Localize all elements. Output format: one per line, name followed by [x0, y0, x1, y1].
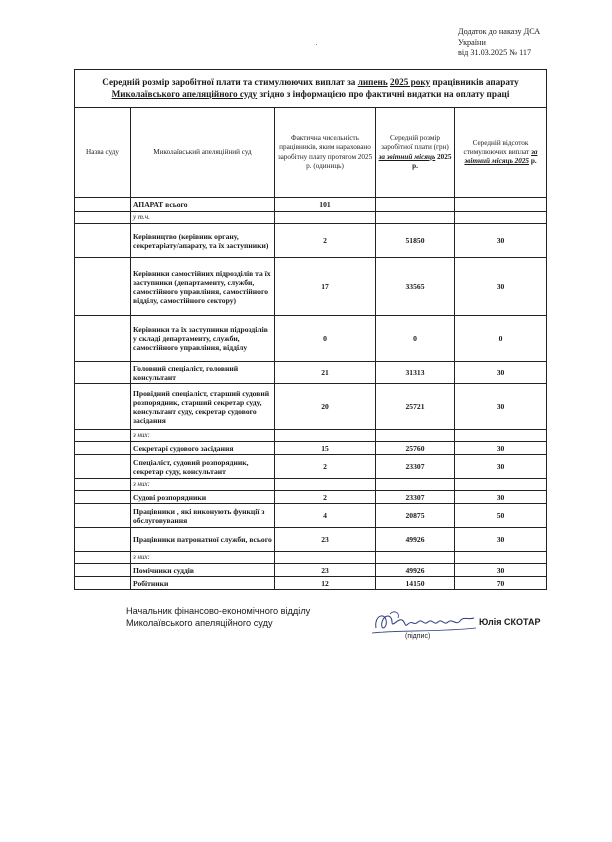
signatory-line-1: Начальник фінансово-економічного відділу [126, 606, 311, 616]
header-court-name: Назва суду [75, 108, 131, 198]
row-label: Провідний спеціаліст, старший судовий розпорядник, старший секретар суду, консультант суду, секретар судового засідання [131, 384, 275, 430]
header-row [75, 108, 547, 198]
table-row [75, 552, 547, 564]
row-salary: 0 [376, 316, 455, 362]
header-count: Фактична чисельність працівників, яким нараховано заробітну плату протягом 2025 р. (одиниць) [275, 108, 376, 198]
row-percent [455, 198, 547, 212]
row-label: АПАРАТ всього [131, 198, 275, 212]
row-label: Спеціаліст, судовий розпорядник, секретар суду, консультант [131, 455, 275, 479]
row-salary: 49926 [376, 564, 455, 577]
table-row [75, 504, 547, 528]
row-salary: 14150 [376, 577, 455, 590]
signature-caption: (підпис) [405, 633, 431, 640]
row-count: 2 [275, 224, 376, 258]
table-row [75, 362, 547, 384]
row-salary: 25721 [376, 384, 455, 430]
header-salary: Середній розмір заробітної плати (грн) за звітний місяць 2025 р. [376, 108, 455, 198]
salary-table [74, 69, 547, 590]
table-row [75, 455, 547, 479]
row-percent: 30 [455, 491, 547, 504]
row-label: Керівники самостійних підрозділів та їх заступники (департаменту, служби, самостійного управління, самостійного відділу, самостійного сектору) [131, 258, 275, 316]
row-salary: 33565 [376, 258, 455, 316]
row-label: Помічники суддів [131, 564, 275, 577]
title-month: липень [357, 77, 388, 87]
row-label: Секретарі судового засідання [131, 442, 275, 455]
row-percent: 70 [455, 577, 547, 590]
table-row [75, 479, 547, 491]
annex-line-3: від 31.03.2025 № 117 [458, 48, 532, 57]
table-title: Середній розмір заробітної плати та стимулюючих виплат за липень 2025 року працівників апарату Миколаївського апеляційного суду згідно з інформацією про фактичні видатки на оплату праці [75, 70, 547, 108]
row-count: 21 [275, 362, 376, 384]
row-count: 2 [275, 491, 376, 504]
annex-line-2: України [458, 37, 486, 47]
row-percent: 0 [455, 316, 547, 362]
table-row [75, 258, 547, 316]
scan-speck [316, 44, 317, 45]
row-label: Робітники [131, 577, 275, 590]
title-row [75, 70, 547, 108]
row-percent: 30 [455, 455, 547, 479]
row-percent: 30 [455, 258, 547, 316]
table-row [75, 491, 547, 504]
table-row [75, 528, 547, 552]
row-label: з них: [131, 430, 275, 442]
row-count: 15 [275, 442, 376, 455]
row-count: 12 [275, 577, 376, 590]
row-count: 2 [275, 455, 376, 479]
row-label: Керівники та їх заступники підрозділів у складі департаменту, служби, самостійного управління, відділу [131, 316, 275, 362]
annex-line-1: Додаток до наказу ДСА [458, 27, 541, 36]
row-label: Працівники патронатної служби, всього [131, 528, 275, 552]
row-label: Судові розпорядники [131, 491, 275, 504]
row-salary: 20875 [376, 504, 455, 528]
row-label: у т.ч. [131, 212, 275, 224]
row-count: 23 [275, 564, 376, 577]
title-year: 2025 року [389, 77, 431, 87]
row-percent: 30 [455, 384, 547, 430]
row-count: 101 [275, 198, 376, 212]
row-percent: 30 [455, 442, 547, 455]
signer-name: Юлія СКОТАР [479, 617, 541, 627]
table-row [75, 212, 547, 224]
signatory-line-2: Миколаївського апеляційного суду [126, 617, 273, 628]
row-label: Головний спеціаліст, головний консультант [131, 362, 275, 384]
row-label: Керівництво (керівник органу, секретаріату/апарату, та їх заступники) [131, 224, 275, 258]
row-label: Працівники , які виконують функції з обслуговування [131, 504, 275, 528]
row-percent: 30 [455, 224, 547, 258]
table-row [75, 430, 547, 442]
row-count: 4 [275, 504, 376, 528]
row-percent: 30 [455, 362, 547, 384]
title-court: Миколаївського апеляційного суду [111, 89, 258, 99]
row-percent: 30 [455, 528, 547, 552]
row-count: 0 [275, 316, 376, 362]
row-percent: 50 [455, 504, 547, 528]
table-row [75, 316, 547, 362]
row-count: 23 [275, 528, 376, 552]
header-court: Миколаївський апеляційний суд [131, 108, 275, 198]
row-salary: 23307 [376, 455, 455, 479]
row-label: з них: [131, 479, 275, 491]
row-label: з них: [131, 552, 275, 564]
table-row [75, 442, 547, 455]
signatory-position [126, 606, 310, 629]
table-row [75, 384, 547, 430]
table-row [75, 577, 547, 590]
table-row [75, 564, 547, 577]
row-salary [376, 198, 455, 212]
table-row [75, 224, 547, 258]
header-percent: Середній відсоток стимулюючих виплат за звітний місяць 2025 р. [455, 108, 547, 198]
row-salary: 23307 [376, 491, 455, 504]
row-salary: 51850 [376, 224, 455, 258]
row-salary: 49926 [376, 528, 455, 552]
table-row [75, 198, 547, 212]
annex-note [458, 27, 540, 59]
row-salary: 25760 [376, 442, 455, 455]
row-percent: 30 [455, 564, 547, 577]
row-count: 17 [275, 258, 376, 316]
row-count: 20 [275, 384, 376, 430]
row-salary: 31313 [376, 362, 455, 384]
